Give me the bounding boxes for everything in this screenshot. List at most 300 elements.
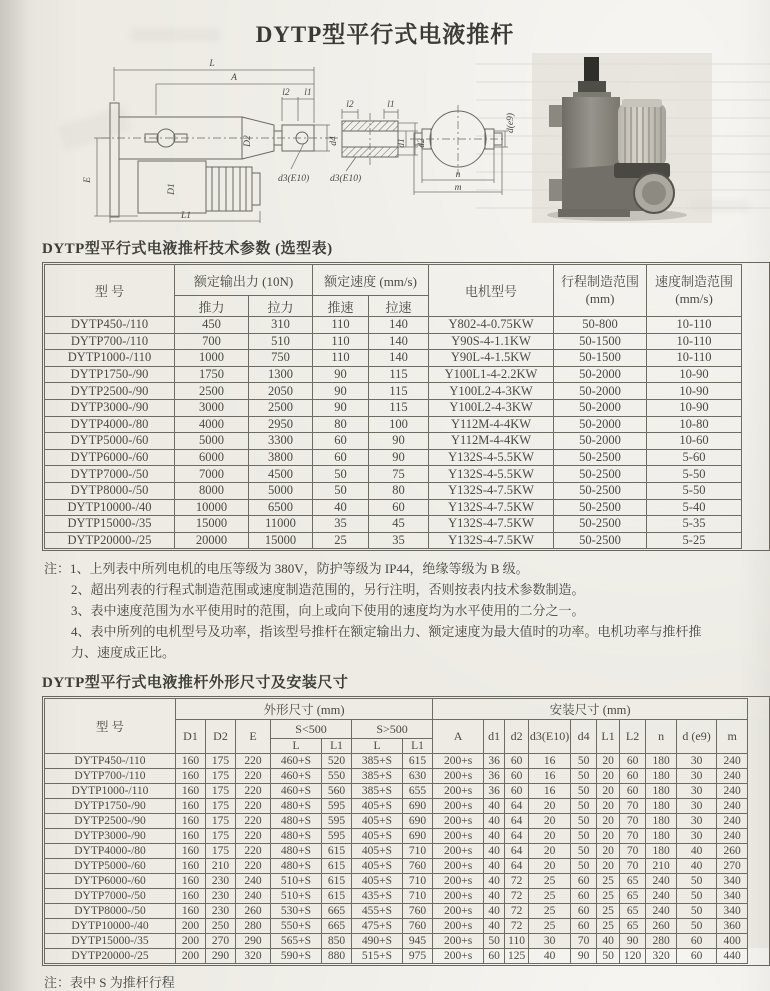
note-item: 2、超出列表的行程式制造范围或速度制造范围的，另行注明，否则按表内技术参数制造。	[71, 582, 585, 598]
table-row	[45, 416, 742, 433]
value-cell: 20	[597, 754, 620, 769]
col-header-push-force: 推力	[175, 296, 249, 317]
model-cell: DYTP20000-/25	[45, 949, 176, 964]
value-cell: 65	[620, 904, 646, 919]
col-header-m: m	[717, 720, 748, 754]
table1-frame	[42, 262, 770, 551]
table-row	[45, 482, 742, 499]
value-cell: 220	[236, 829, 271, 844]
value-cell: 385+S	[352, 754, 403, 769]
value-cell: 60	[677, 949, 717, 964]
col-header-L-lt: L	[271, 739, 322, 754]
value-cell: 320	[646, 949, 677, 964]
value-cell: 240	[646, 874, 677, 889]
value-cell: 20	[597, 814, 620, 829]
value-cell: 560	[322, 784, 352, 799]
value-cell: 2500	[249, 399, 313, 416]
value-cell: 20	[529, 844, 571, 859]
col-header-A: A	[433, 720, 484, 754]
value-cell: 180	[646, 769, 677, 784]
value-cell: 200+s	[433, 934, 484, 949]
value-cell: 260	[646, 919, 677, 934]
value-cell: 230	[206, 889, 236, 904]
value-cell: 110	[313, 317, 369, 334]
value-cell: 260	[717, 844, 748, 859]
value-cell: 3300	[249, 433, 313, 450]
value-cell: 50	[313, 482, 369, 499]
value-cell: 405+S	[352, 844, 403, 859]
notes-block	[44, 559, 704, 663]
value-cell: 175	[206, 769, 236, 784]
value-cell: 615	[322, 874, 352, 889]
dim-label-l2: l2	[282, 88, 290, 98]
model-cell: DYTP3000-/90	[45, 399, 175, 416]
value-cell: 160	[176, 754, 206, 769]
value-cell: 20	[597, 829, 620, 844]
value-cell: 240	[236, 889, 271, 904]
value-cell: 20000	[175, 532, 249, 549]
value-cell: 60	[505, 754, 529, 769]
model-cell: DYTP20000-/25	[45, 532, 175, 549]
col-header-speed-range	[647, 265, 742, 317]
value-cell: 340	[717, 889, 748, 904]
model-cell: DYTP450-/110	[45, 754, 176, 769]
value-cell: 160	[176, 859, 206, 874]
model-cell: DYTP15000-/35	[45, 516, 175, 533]
value-cell: 70	[620, 829, 646, 844]
value-cell: 40	[484, 814, 505, 829]
table-row	[45, 532, 742, 549]
stroke-range-line1: 行程制造范围	[561, 274, 640, 290]
table-row	[45, 784, 748, 799]
value-cell: 50	[571, 754, 597, 769]
col-header-push-speed: 推速	[313, 296, 369, 317]
value-cell: Y90L-4-1.5KW	[429, 350, 554, 367]
value-cell: 110	[505, 934, 529, 949]
value-cell: 100	[369, 416, 429, 433]
col-header-D1: D1	[176, 720, 206, 754]
value-cell: 2500	[175, 383, 249, 400]
value-cell: 475+S	[352, 919, 403, 934]
value-cell: 90	[313, 366, 369, 383]
value-cell: 50-800	[554, 317, 647, 334]
model-cell: DYTP5000-/60	[45, 433, 175, 450]
value-cell: 40	[484, 799, 505, 814]
value-cell: 60	[505, 784, 529, 799]
technical-parameters-table	[44, 264, 742, 549]
value-cell: 405+S	[352, 829, 403, 844]
value-cell: 850	[322, 934, 352, 949]
table-row	[45, 516, 742, 533]
table1-heading: DYTP型平行式电液推杆技术参数 (选型表)	[42, 241, 333, 257]
value-cell: 340	[717, 874, 748, 889]
value-cell: 710	[403, 889, 433, 904]
value-cell: 750	[249, 350, 313, 367]
value-cell: 25	[597, 889, 620, 904]
table-row	[45, 814, 748, 829]
table-row	[45, 904, 748, 919]
value-cell: 65	[620, 874, 646, 889]
value-cell: 385+S	[352, 784, 403, 799]
value-cell: 510	[249, 333, 313, 350]
col-header-E: E	[236, 720, 271, 754]
value-cell: 565+S	[271, 934, 322, 949]
value-cell: 40	[484, 859, 505, 874]
value-cell: 115	[369, 399, 429, 416]
value-cell: 11000	[249, 516, 313, 533]
value-cell: 140	[369, 350, 429, 367]
value-cell: 40	[484, 874, 505, 889]
value-cell: 8000	[175, 482, 249, 499]
value-cell: 5000	[249, 482, 313, 499]
value-cell: 5-60	[647, 449, 742, 466]
value-cell: 50	[677, 874, 717, 889]
value-cell: 25	[529, 919, 571, 934]
table-row	[45, 383, 742, 400]
value-cell: 50	[484, 934, 505, 949]
model-cell: DYTP6000-/60	[45, 874, 176, 889]
value-cell: Y132S-4-7.5KW	[429, 499, 554, 516]
value-cell: 35	[313, 516, 369, 533]
value-cell: 36	[484, 784, 505, 799]
value-cell: 480+S	[271, 859, 322, 874]
value-cell: 320	[236, 949, 271, 964]
value-cell: 6500	[249, 499, 313, 516]
value-cell: 310	[249, 317, 313, 334]
notes-label: 注：	[44, 561, 71, 577]
value-cell: 50-2000	[554, 433, 647, 450]
value-cell: 20	[597, 844, 620, 859]
value-cell: 210	[646, 859, 677, 874]
value-cell: 6000	[175, 449, 249, 466]
value-cell: 30	[677, 754, 717, 769]
note-item: 3、表中速度范围为水平使用时的范围，向上或向下使用的速度均为水平使用的二分之一。	[71, 602, 585, 618]
value-cell: 160	[176, 904, 206, 919]
value-cell: 15000	[249, 532, 313, 549]
value-cell: 16	[529, 754, 571, 769]
value-cell: 45	[369, 516, 429, 533]
value-cell: Y112M-4-4KW	[429, 416, 554, 433]
value-cell: 690	[403, 814, 433, 829]
value-cell: 30	[677, 814, 717, 829]
value-cell: 70	[571, 934, 597, 949]
value-cell: 160	[176, 844, 206, 859]
figure-band	[46, 53, 770, 229]
value-cell: 240	[646, 889, 677, 904]
value-cell: 240	[646, 904, 677, 919]
value-cell: 40	[484, 904, 505, 919]
table-row	[45, 433, 742, 450]
dim-label-L1: L1	[180, 211, 192, 221]
table-row	[45, 844, 748, 859]
value-cell: 60	[369, 499, 429, 516]
value-cell: 405+S	[352, 874, 403, 889]
model-cell: DYTP1000-/110	[45, 784, 176, 799]
dim-label-sec-l2: l2	[346, 100, 354, 110]
col-header-d3: d3(E10)	[529, 720, 571, 754]
value-cell: 5000	[175, 433, 249, 450]
value-cell: 710	[403, 844, 433, 859]
value-cell: 30	[677, 799, 717, 814]
col-header-model: 型 号	[45, 265, 175, 317]
value-cell: 10-110	[647, 333, 742, 350]
value-cell: 460+S	[271, 769, 322, 784]
value-cell: 160	[176, 769, 206, 784]
group-header-outline: 外形尺寸 (mm)	[176, 699, 433, 720]
value-cell: 200+s	[433, 949, 484, 964]
value-cell: 40	[484, 844, 505, 859]
table-row	[45, 333, 742, 350]
value-cell: 490+S	[352, 934, 403, 949]
value-cell: Y132S-4-7.5KW	[429, 516, 554, 533]
value-cell: 270	[717, 859, 748, 874]
value-cell: 690	[403, 829, 433, 844]
col-header-n: n	[646, 720, 677, 754]
value-cell: 590+S	[271, 949, 322, 964]
table2-frame	[42, 696, 770, 966]
value-cell: 60	[571, 874, 597, 889]
value-cell: 5-35	[647, 516, 742, 533]
model-cell: DYTP8000-/50	[45, 482, 175, 499]
value-cell: 5-50	[647, 482, 742, 499]
table-row	[45, 754, 748, 769]
value-cell: 115	[369, 366, 429, 383]
value-cell: 110	[313, 333, 369, 350]
value-cell: 975	[403, 949, 433, 964]
scan-artifact	[130, 28, 220, 42]
value-cell: 595	[322, 829, 352, 844]
col-header-motor: 电机型号	[429, 265, 554, 317]
value-cell: 60	[620, 754, 646, 769]
value-cell: Y100L1-4-2.2KW	[429, 366, 554, 383]
dim-label-de9: d(e9)	[506, 112, 516, 134]
value-cell: 200+s	[433, 919, 484, 934]
dim-label-D2: D2	[243, 135, 253, 147]
value-cell: Y132S-4-5.5KW	[429, 466, 554, 483]
value-cell: 50	[571, 844, 597, 859]
col-header-d4: d4	[571, 720, 597, 754]
value-cell: 70	[620, 814, 646, 829]
value-cell: 220	[236, 769, 271, 784]
value-cell: 4000	[175, 416, 249, 433]
dim-label-sec-d2: d2	[417, 138, 427, 148]
value-cell: 200	[176, 934, 206, 949]
value-cell: 175	[206, 784, 236, 799]
value-cell: 50-2500	[554, 449, 647, 466]
table2-body	[45, 754, 748, 964]
dim-label-l1: l1	[304, 88, 312, 98]
value-cell: 36	[484, 769, 505, 784]
product-photo	[532, 53, 712, 223]
value-cell: 180	[646, 784, 677, 799]
value-cell: 250	[206, 919, 236, 934]
dim-label-d4: d4	[329, 136, 339, 146]
value-cell: 90	[369, 449, 429, 466]
col-header-L1-gt: L1	[403, 739, 433, 754]
table-row	[45, 799, 748, 814]
value-cell: 665	[322, 919, 352, 934]
model-cell: DYTP700-/110	[45, 769, 176, 784]
value-cell: 240	[717, 769, 748, 784]
value-cell: 64	[505, 814, 529, 829]
value-cell: 50-1500	[554, 333, 647, 350]
value-cell: 72	[505, 904, 529, 919]
dim-label-A: A	[231, 73, 237, 83]
dim-label-d3: d3(E10)	[278, 174, 310, 184]
value-cell: 4500	[249, 466, 313, 483]
value-cell: 50-1500	[554, 350, 647, 367]
value-cell: 510+S	[271, 874, 322, 889]
value-cell: 16	[529, 784, 571, 799]
value-cell: 40	[313, 499, 369, 516]
value-cell: 115	[369, 383, 429, 400]
value-cell: 450	[175, 317, 249, 334]
value-cell: 210	[206, 859, 236, 874]
value-cell: 60	[677, 934, 717, 949]
dim-label-m: m	[454, 183, 462, 193]
value-cell: 290	[236, 934, 271, 949]
value-cell: 200+s	[433, 769, 484, 784]
table1-body	[45, 317, 742, 549]
value-cell: 1750	[175, 366, 249, 383]
value-cell: 480+S	[271, 799, 322, 814]
col-header-L2: L2	[620, 720, 646, 754]
value-cell: 25	[529, 874, 571, 889]
value-cell: 10-110	[647, 350, 742, 367]
value-cell: 200+s	[433, 799, 484, 814]
value-cell: 25	[313, 532, 369, 549]
value-cell: 50	[677, 889, 717, 904]
value-cell: 200+s	[433, 844, 484, 859]
value-cell: 160	[176, 874, 206, 889]
model-cell: DYTP7000-/50	[45, 889, 176, 904]
table-row	[45, 829, 748, 844]
value-cell: 40	[484, 919, 505, 934]
value-cell: 200	[176, 919, 206, 934]
value-cell: 615	[322, 844, 352, 859]
value-cell: 200+s	[433, 814, 484, 829]
model-cell: DYTP4000-/80	[45, 844, 176, 859]
value-cell: 220	[236, 799, 271, 814]
group-header-s-lt-500: S<500	[271, 720, 352, 739]
value-cell: 90	[620, 934, 646, 949]
col-header-rated-speed: 额定速度 (mm/s)	[313, 265, 429, 296]
value-cell: 90	[313, 399, 369, 416]
value-cell: 200+s	[433, 829, 484, 844]
value-cell: 40	[677, 859, 717, 874]
value-cell: 60	[620, 769, 646, 784]
model-cell: DYTP10000-/40	[45, 499, 175, 516]
value-cell: 25	[529, 904, 571, 919]
value-cell: 2950	[249, 416, 313, 433]
value-cell: 20	[597, 799, 620, 814]
value-cell: Y90S-4-1.1KW	[429, 333, 554, 350]
model-cell: DYTP15000-/35	[45, 934, 176, 949]
dim-label-n: n	[455, 170, 461, 180]
value-cell: 550+S	[271, 919, 322, 934]
value-cell: 16	[529, 769, 571, 784]
value-cell: 64	[505, 859, 529, 874]
model-cell: DYTP450-/110	[45, 317, 175, 334]
table-row	[45, 350, 742, 367]
value-cell: 10-90	[647, 366, 742, 383]
value-cell: 630	[403, 769, 433, 784]
stroke-range-unit: (mm)	[585, 290, 615, 306]
value-cell: 240	[717, 829, 748, 844]
value-cell: 175	[206, 799, 236, 814]
value-cell: 510+S	[271, 889, 322, 904]
value-cell: 230	[206, 874, 236, 889]
value-cell: 50-2500	[554, 516, 647, 533]
value-cell: 90	[369, 433, 429, 450]
value-cell: 220	[236, 754, 271, 769]
value-cell: 50-2500	[554, 482, 647, 499]
value-cell: 15000	[175, 516, 249, 533]
group-header-s-gt-500: S>500	[352, 720, 433, 739]
table2-heading: DYTP型平行式电液推杆外形尺寸及安装尺寸	[42, 675, 349, 692]
value-cell: 30	[529, 934, 571, 949]
model-cell: DYTP7000-/50	[45, 466, 175, 483]
value-cell: 200+s	[433, 859, 484, 874]
value-cell: 280	[236, 919, 271, 934]
dim-label-sec-l1: l1	[387, 100, 395, 110]
table-row	[45, 399, 742, 416]
value-cell: 50	[571, 829, 597, 844]
value-cell: 710	[403, 874, 433, 889]
value-cell: 36	[484, 754, 505, 769]
value-cell: 3000	[175, 399, 249, 416]
value-cell: 760	[403, 919, 433, 934]
model-cell: DYTP8000-/50	[45, 904, 176, 919]
value-cell: 615	[322, 889, 352, 904]
table-row	[45, 949, 748, 964]
note-item: 4、表中所列的电机型号及功率，指该型号推杆在额定输出力、额定速度为最大值时的功率。电机功率与推杆推力、速度成正比。	[71, 623, 702, 660]
value-cell: 72	[505, 889, 529, 904]
col-header-stroke-range	[554, 265, 647, 317]
dim-label-sec-d3: d3(E10)	[330, 174, 362, 184]
value-cell: 405+S	[352, 859, 403, 874]
value-cell: 3800	[249, 449, 313, 466]
actuator-photo-art	[532, 53, 712, 223]
value-cell: 50	[677, 904, 717, 919]
value-cell: 75	[369, 466, 429, 483]
value-cell: 220	[236, 784, 271, 799]
note-item	[44, 559, 704, 580]
model-cell: DYTP700-/110	[45, 333, 175, 350]
value-cell: 120	[620, 949, 646, 964]
value-cell: 180	[646, 754, 677, 769]
col-header-L1-install: L1	[597, 720, 620, 754]
value-cell: Y132S-4-7.5KW	[429, 482, 554, 499]
col-header-L1-lt: L1	[322, 739, 352, 754]
value-cell: 65	[620, 889, 646, 904]
value-cell: 440	[717, 949, 748, 964]
value-cell: 615	[322, 859, 352, 874]
value-cell: 175	[206, 754, 236, 769]
value-cell: 50	[313, 466, 369, 483]
value-cell: 665	[322, 904, 352, 919]
value-cell: 405+S	[352, 814, 403, 829]
value-cell: 64	[505, 844, 529, 859]
value-cell: 50-2500	[554, 532, 647, 549]
value-cell: 220	[236, 844, 271, 859]
value-cell: 240	[236, 874, 271, 889]
value-cell: 70	[620, 859, 646, 874]
model-cell: DYTP1750-/90	[45, 366, 175, 383]
value-cell: Y132S-4-5.5KW	[429, 449, 554, 466]
value-cell: 50-2000	[554, 399, 647, 416]
value-cell: 515+S	[352, 949, 403, 964]
